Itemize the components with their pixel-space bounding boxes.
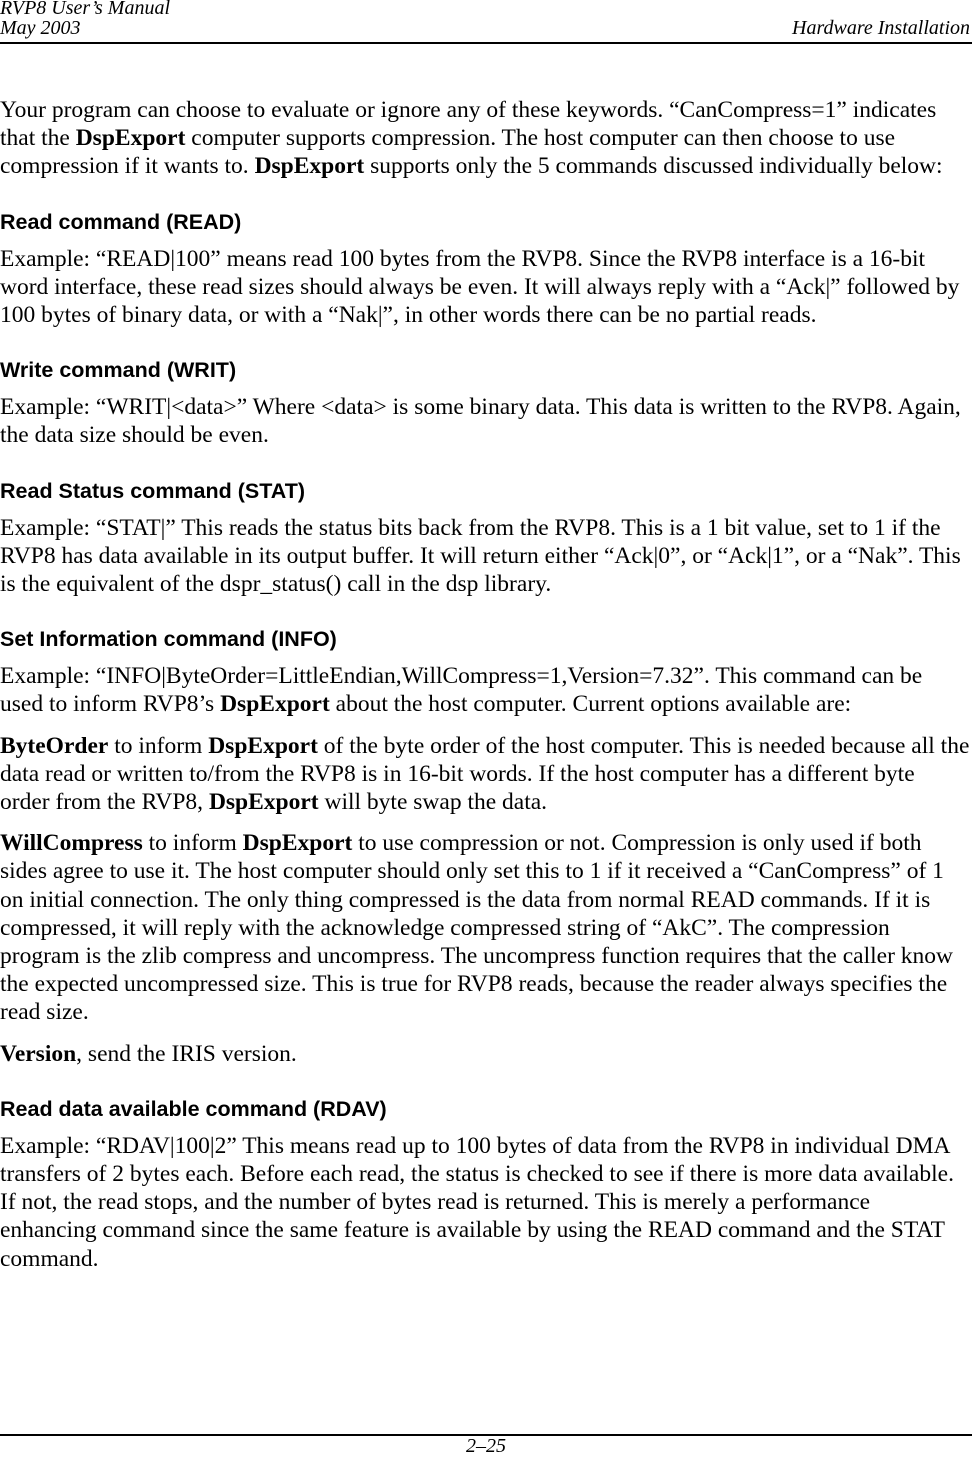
read-command-paragraph: Example: “READ|100” means read 100 bytes from the RVP8. Since the RVP8 interface is a 16-bit word interface, these read sizes should always be even. It will always reply with a “Ack|” followed by 100 bytes of binary data, or with a “Nak|”, in other words there can be no partial reads. bbox=[0, 245, 960, 329]
page-body bbox=[0, 96, 970, 1286]
rdav-command-heading: Read data available command (RDAV) bbox=[0, 1096, 387, 1121]
read-command-heading: Read command (READ) bbox=[0, 209, 242, 234]
willcompress-option-paragraph: WillCompress to inform DspExport to use compression or not. Compression is only used if both sides agree to use it. The host computer should only set this to 1 if it received a “CanCompress” of 1 on initial connection. The only thing compressed is the data from normal READ commands. If it is compressed, it will reply with the acknowledge compressed string of “AkC”. The compression program is the zlib compress and uncompress. The uncompress function requires that the caller know the expected uncompressed size. This is true for RVP8 reads, because the reader always specifies the read size. bbox=[0, 830, 954, 1026]
status-command-paragraph: Example: “STAT|” This reads the status bits back from the RVP8. This is a 1 bit value, set to 1 if the RVP8 has data available in its output buffer. It will return either “Ack|0”, or “Ack|1”, or a “Nak”. This is the equivalent of the dspr_status() call in the dsp library. bbox=[0, 514, 961, 598]
status-command-heading: Read Status command (STAT) bbox=[0, 478, 306, 503]
header-left bbox=[0, 0, 170, 38]
rdav-command-paragraph: Example: “RDAV|100|2” This means read up to 100 bytes of data from the RVP8 in individual DMA transfers of 2 bytes each. Before each read, the status is checked to see if there is more data available. If not, the read stops, and the number of bytes read is returned. This is merely a performance enhancing command since the same feature is available by using the READ command and the STAT command. bbox=[0, 1132, 954, 1272]
write-command-paragraph: Example: “WRIT|<data>” Where <data> is some binary data. This data is written to the RVP8. Again, the data size should be even. bbox=[0, 394, 961, 449]
info-command-heading: Set Information command (INFO) bbox=[0, 627, 337, 652]
byteorder-option-paragraph: ByteOrder to inform DspExport of the byte order of the host computer. This is needed because all the data read or written to/from the RVP8 is in 16-bit words. If the host computer has a different byte order from the RVP8, DspExport will byte swap the data. bbox=[0, 732, 970, 816]
version-option-paragraph: Version, send the IRIS version. bbox=[0, 1040, 297, 1067]
page-number: 2–25 bbox=[466, 1435, 506, 1457]
page-header bbox=[0, 0, 972, 44]
write-command-heading: Write command (WRIT) bbox=[0, 358, 237, 383]
intro-paragraph: Your program can choose to evaluate or ignore any of these keywords. “CanCompress=1” indicates that the DspExport computer supports compression. The host computer can then choose to use compression if it wants to. DspExport supports only the 5 commands discussed individually below: bbox=[0, 97, 943, 180]
publication-date: May 2003 bbox=[0, 17, 81, 39]
chapter-title: Hardware Installation bbox=[792, 17, 970, 39]
info-command-paragraph: Example: “INFO|ByteOrder=LittleEndian,WillCompress=1,Version=7.32”. This command can be used to inform RVP8’s DspExport about the host computer. Current options available are: bbox=[0, 663, 923, 718]
manual-title: RVP8 User’s Manual bbox=[0, 0, 170, 19]
